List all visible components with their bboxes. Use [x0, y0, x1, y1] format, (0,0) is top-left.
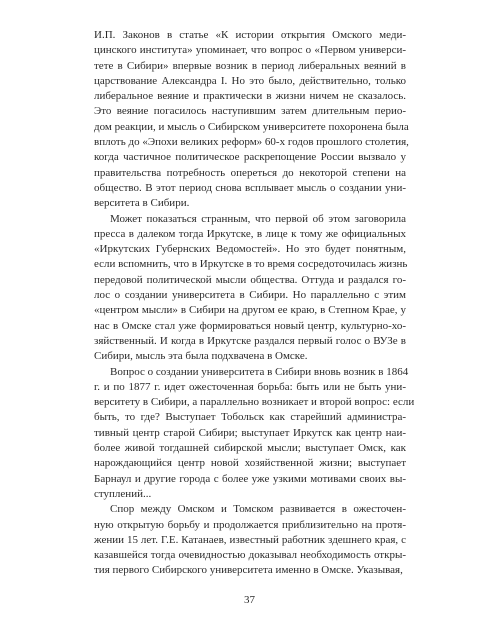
text-line: казавшейся тогда очевидностью доказывал необходимость откры-: [94, 549, 406, 562]
text-line: жении 15 лет. Г.Е. Катанаев, известный работник здешнего края, с: [94, 533, 406, 546]
text-line: тия первого Сибирского университета именно в Омске. Указывая,: [94, 564, 403, 577]
text-line: ступлений...: [94, 487, 152, 500]
text-line: Вопрос о создании университета в Сибири вновь возник в 1864: [110, 365, 409, 378]
paragraph: [94, 502, 406, 578]
text-line: ную открытую борьбу и продолжается приблизительно на протя-: [94, 518, 406, 531]
text-line: нарождающийся центр новой хозяйственной жизни; выступает: [94, 457, 406, 470]
text-line: зяйственный. И когда в Иркутске раздался первый голос о ВУЗе в: [94, 334, 406, 347]
text-line: когда частичное политическое раскрепощение России вызвало у: [94, 151, 406, 164]
text-line: Сибири, мысль эта была подхвачена в Омске.: [94, 350, 308, 363]
text-line: цинского института» упоминает, что вопрос о «Первом универси-: [94, 44, 406, 57]
text-line: быть, то где? Выступает Тобольск как старейший администра-: [94, 411, 406, 424]
text-line: правительства потребность опереться до некоторой степени на: [94, 166, 406, 179]
paragraph: [94, 28, 409, 212]
text-line: И.П. Законов в статье «К истории открытия Омского меди-: [94, 29, 406, 41]
text-line: передовой политической мысли общества. Оттуда и раздался го-: [94, 273, 406, 286]
text-line: Барнаул и другие города с более уже узкими мотивами своих вы-: [94, 472, 406, 485]
text-line: нас в Омске стал уже формироваться новый центр, культурно-хо-: [94, 319, 406, 332]
text-line: вплоть до «Эпохи великих реформ» 60-х годов прошлого столетия,: [94, 136, 409, 149]
text-line: тете в Сибири» впервые возник в период либеральных веяний в: [94, 59, 406, 72]
page-number: 37: [244, 594, 255, 606]
text-line: лос о создании университета в Сибири. Но параллельно с этим: [94, 289, 406, 302]
text-line: дом реакции, и мысль о Сибирском университете похоронена была: [94, 120, 409, 133]
text-line: «Иркутских Губернских Ведомостей». Но это будет понятным,: [94, 243, 406, 256]
text-line: общество. В этот период снова всплывает мысль о создании уни-: [94, 181, 406, 194]
text-line: верситету в Сибири, а параллельно возникает и второй вопрос: если: [94, 396, 415, 409]
text-line: Может показаться странным, что первой об этом заговорила: [110, 212, 406, 225]
text-line: царствование Александра I. Но это было, действительно, только: [94, 74, 406, 87]
body-text: [94, 28, 415, 579]
text-line: Спор между Омском и Томском развивается в ожесточен-: [110, 503, 406, 516]
paragraph: [94, 365, 415, 503]
text-line: если вспомнить, что в Иркутске в то время сосредоточилась жизнь: [94, 258, 408, 271]
text-line: либеральное веяние и практически в жизни ничем не сказалось.: [94, 90, 406, 103]
text-line: более живой тогдашней сибирской мысли; выступает Омск, как: [94, 442, 406, 455]
text-line: Это веяние погасилось наступившим затем длительным перио-: [94, 105, 406, 118]
text-line: г. и по 1877 г. идет ожесточенная борьба: быть или не быть уни-: [94, 380, 406, 393]
text-line: тивный центр старой Сибири; выступает Иркутск как центр наи-: [94, 426, 406, 439]
text-line: «центром мысли» в Сибири на другом ее краю, в Степном Крае, у: [94, 304, 406, 317]
text-line: верситета в Сибири.: [94, 197, 190, 210]
text-line: пресса в далеком тогда Иркутске, в лице к тому же официальных: [94, 227, 406, 240]
paragraph: [94, 212, 406, 365]
